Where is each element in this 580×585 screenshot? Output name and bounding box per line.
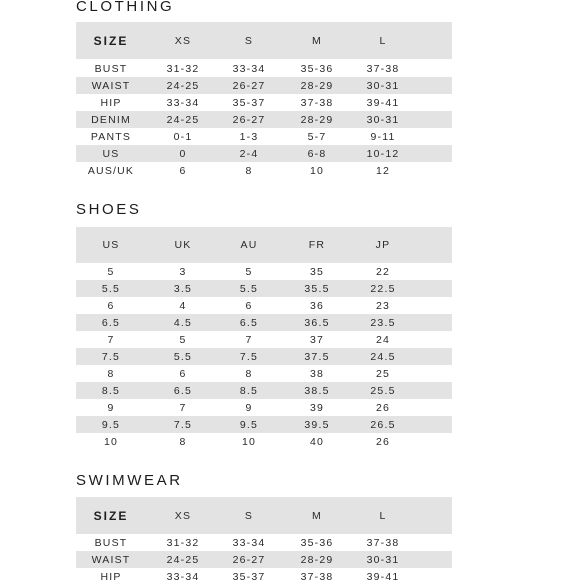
table-cell: 5.5	[239, 282, 259, 295]
row-label: DENIM	[91, 113, 131, 126]
table-cell: 8.5	[239, 384, 259, 397]
table-header-row	[76, 497, 452, 534]
table-cell: 24-25	[166, 553, 200, 566]
table-row	[76, 128, 452, 145]
table-cell: 3	[179, 265, 187, 278]
table-cell: 37.5	[304, 350, 330, 363]
table-row	[76, 331, 452, 348]
table-cell: 10	[309, 164, 325, 177]
header-cell: UK	[174, 239, 192, 251]
table-cell: 7.5	[173, 418, 193, 431]
table-cell: 8	[245, 367, 253, 380]
header-cell: XS	[174, 34, 192, 47]
table-cell: 35-37	[232, 570, 266, 583]
row-label: BUST	[94, 536, 128, 549]
table-cell: 26-27	[232, 113, 266, 126]
table-cell: 23	[375, 299, 391, 312]
table-cell: 6-8	[307, 147, 327, 160]
header-cell: S	[244, 509, 254, 522]
table-cell: 37-38	[300, 96, 334, 109]
table-cell: 7	[245, 333, 253, 346]
table-cell: 8.5	[101, 384, 121, 397]
table-cell: 36.5	[304, 316, 330, 329]
table-cell: 5	[179, 333, 187, 346]
table-cell: 26-27	[232, 553, 266, 566]
table-cell: 39.5	[304, 418, 330, 431]
table-cell: 30-31	[366, 553, 400, 566]
table-row	[76, 77, 452, 94]
table-cell: 36	[309, 299, 325, 312]
table-row	[76, 568, 452, 585]
table-row	[76, 297, 452, 314]
table-cell: 28-29	[300, 113, 334, 126]
table-cell: 8	[107, 367, 115, 380]
table-cell: 0-1	[173, 130, 193, 143]
table-cell: 26	[375, 401, 391, 414]
swimwear-table	[76, 497, 452, 585]
table-cell: 38	[309, 367, 325, 380]
table-cell: 4	[179, 299, 187, 312]
shoes-table	[76, 227, 452, 450]
table-cell: 7	[179, 401, 187, 414]
table-cell: 33-34	[232, 62, 266, 75]
table-row	[76, 382, 452, 399]
table-cell: 26-27	[232, 79, 266, 92]
table-cell: 23.5	[370, 316, 396, 329]
table-cell: 31-32	[166, 62, 200, 75]
table-cell: 39-41	[366, 96, 400, 109]
table-cell: 6	[179, 164, 187, 177]
table-cell: 37-38	[366, 62, 400, 75]
row-label: PANTS	[90, 130, 132, 143]
table-cell: 37-38	[366, 536, 400, 549]
table-cell: 22.5	[370, 282, 396, 295]
table-cell: 30-31	[366, 79, 400, 92]
table-cell: 5	[245, 265, 253, 278]
table-cell: 2-4	[239, 147, 259, 160]
table-cell: 25	[375, 367, 391, 380]
table-cell: 1-3	[239, 130, 259, 143]
table-cell: 0	[179, 147, 187, 160]
table-cell: 39	[309, 401, 325, 414]
table-cell: 5-7	[307, 130, 327, 143]
header-cell: M	[312, 34, 322, 47]
table-cell: 33-34	[232, 536, 266, 549]
table-row	[76, 314, 452, 331]
table-cell: 35	[309, 265, 325, 278]
header-cell: JP	[375, 239, 391, 251]
clothing-table	[76, 22, 452, 179]
table-row	[76, 433, 452, 450]
table-cell: 9-11	[370, 130, 396, 143]
row-label: HIP	[100, 96, 122, 109]
table-row	[76, 348, 452, 365]
table-row	[76, 60, 452, 77]
table-cell: 24.5	[370, 350, 396, 363]
table-cell: 33-34	[166, 96, 200, 109]
header-cell: SIZE	[93, 508, 129, 523]
table-cell: 5.5	[101, 282, 121, 295]
header-cell: FR	[308, 239, 326, 251]
table-row	[76, 111, 452, 128]
table-cell: 6.5	[239, 316, 259, 329]
row-label: WAIST	[91, 79, 131, 92]
table-cell: 9	[107, 401, 115, 414]
table-cell: 9.5	[101, 418, 121, 431]
table-cell: 31-32	[166, 536, 200, 549]
table-row	[76, 145, 452, 162]
table-cell: 6.5	[101, 316, 121, 329]
table-cell: 30-31	[366, 113, 400, 126]
table-cell: 6	[245, 299, 253, 312]
table-cell: 24	[375, 333, 391, 346]
row-label: BUST	[94, 62, 128, 75]
header-cell: US	[102, 239, 120, 251]
table-row	[76, 551, 452, 568]
table-cell: 9	[245, 401, 253, 414]
table-cell: 35-36	[300, 62, 334, 75]
table-cell: 26	[375, 435, 391, 448]
header-cell: SIZE	[93, 33, 129, 48]
table-cell: 22	[375, 265, 391, 278]
header-cell: L	[379, 34, 387, 47]
table-cell: 5	[107, 265, 115, 278]
table-cell: 4.5	[173, 316, 193, 329]
table-cell: 38.5	[304, 384, 330, 397]
table-cell: 28-29	[300, 79, 334, 92]
table-row	[76, 280, 452, 297]
table-row	[76, 263, 452, 280]
table-cell: 40	[309, 435, 325, 448]
table-cell: 9.5	[239, 418, 259, 431]
table-row	[76, 162, 452, 179]
table-cell: 7.5	[239, 350, 259, 363]
table-cell: 37-38	[300, 570, 334, 583]
table-cell: 12	[375, 164, 391, 177]
table-cell: 33-34	[166, 570, 200, 583]
table-cell: 5.5	[173, 350, 193, 363]
header-cell: L	[379, 509, 387, 522]
table-cell: 8	[179, 435, 187, 448]
table-cell: 24-25	[166, 113, 200, 126]
table-cell: 28-29	[300, 553, 334, 566]
table-cell: 7	[107, 333, 115, 346]
table-row	[76, 534, 452, 551]
table-cell: 26.5	[370, 418, 396, 431]
table-cell: 35-37	[232, 96, 266, 109]
header-cell: XS	[174, 509, 192, 522]
table-cell: 35-36	[300, 536, 334, 549]
table-header-row	[76, 227, 452, 263]
swimwear-title: SWIMWEAR	[76, 472, 183, 489]
table-cell: 6	[107, 299, 115, 312]
table-row	[76, 94, 452, 111]
table-cell: 10	[241, 435, 257, 448]
table-header-row	[76, 22, 452, 59]
table-cell: 10	[103, 435, 119, 448]
table-row	[76, 365, 452, 382]
table-row	[76, 399, 452, 416]
table-cell: 25.5	[370, 384, 396, 397]
header-cell: S	[244, 34, 254, 47]
table-row	[76, 416, 452, 433]
row-label: US	[102, 147, 120, 160]
table-cell: 8	[245, 164, 253, 177]
table-cell: 7.5	[101, 350, 121, 363]
table-cell: 10-12	[366, 147, 400, 160]
table-cell: 35.5	[304, 282, 330, 295]
table-cell: 3.5	[173, 282, 193, 295]
table-cell: 39-41	[366, 570, 400, 583]
table-cell: 24-25	[166, 79, 200, 92]
table-cell: 6.5	[173, 384, 193, 397]
header-cell: AU	[240, 239, 258, 251]
table-cell: 6	[179, 367, 187, 380]
header-cell: M	[312, 509, 322, 522]
row-label: AUS/UK	[87, 164, 135, 177]
clothing-title: CLOTHING	[76, 0, 175, 15]
shoes-title: SHOES	[76, 201, 142, 218]
row-label: HIP	[100, 570, 122, 583]
row-label: WAIST	[91, 553, 131, 566]
table-cell: 37	[309, 333, 325, 346]
